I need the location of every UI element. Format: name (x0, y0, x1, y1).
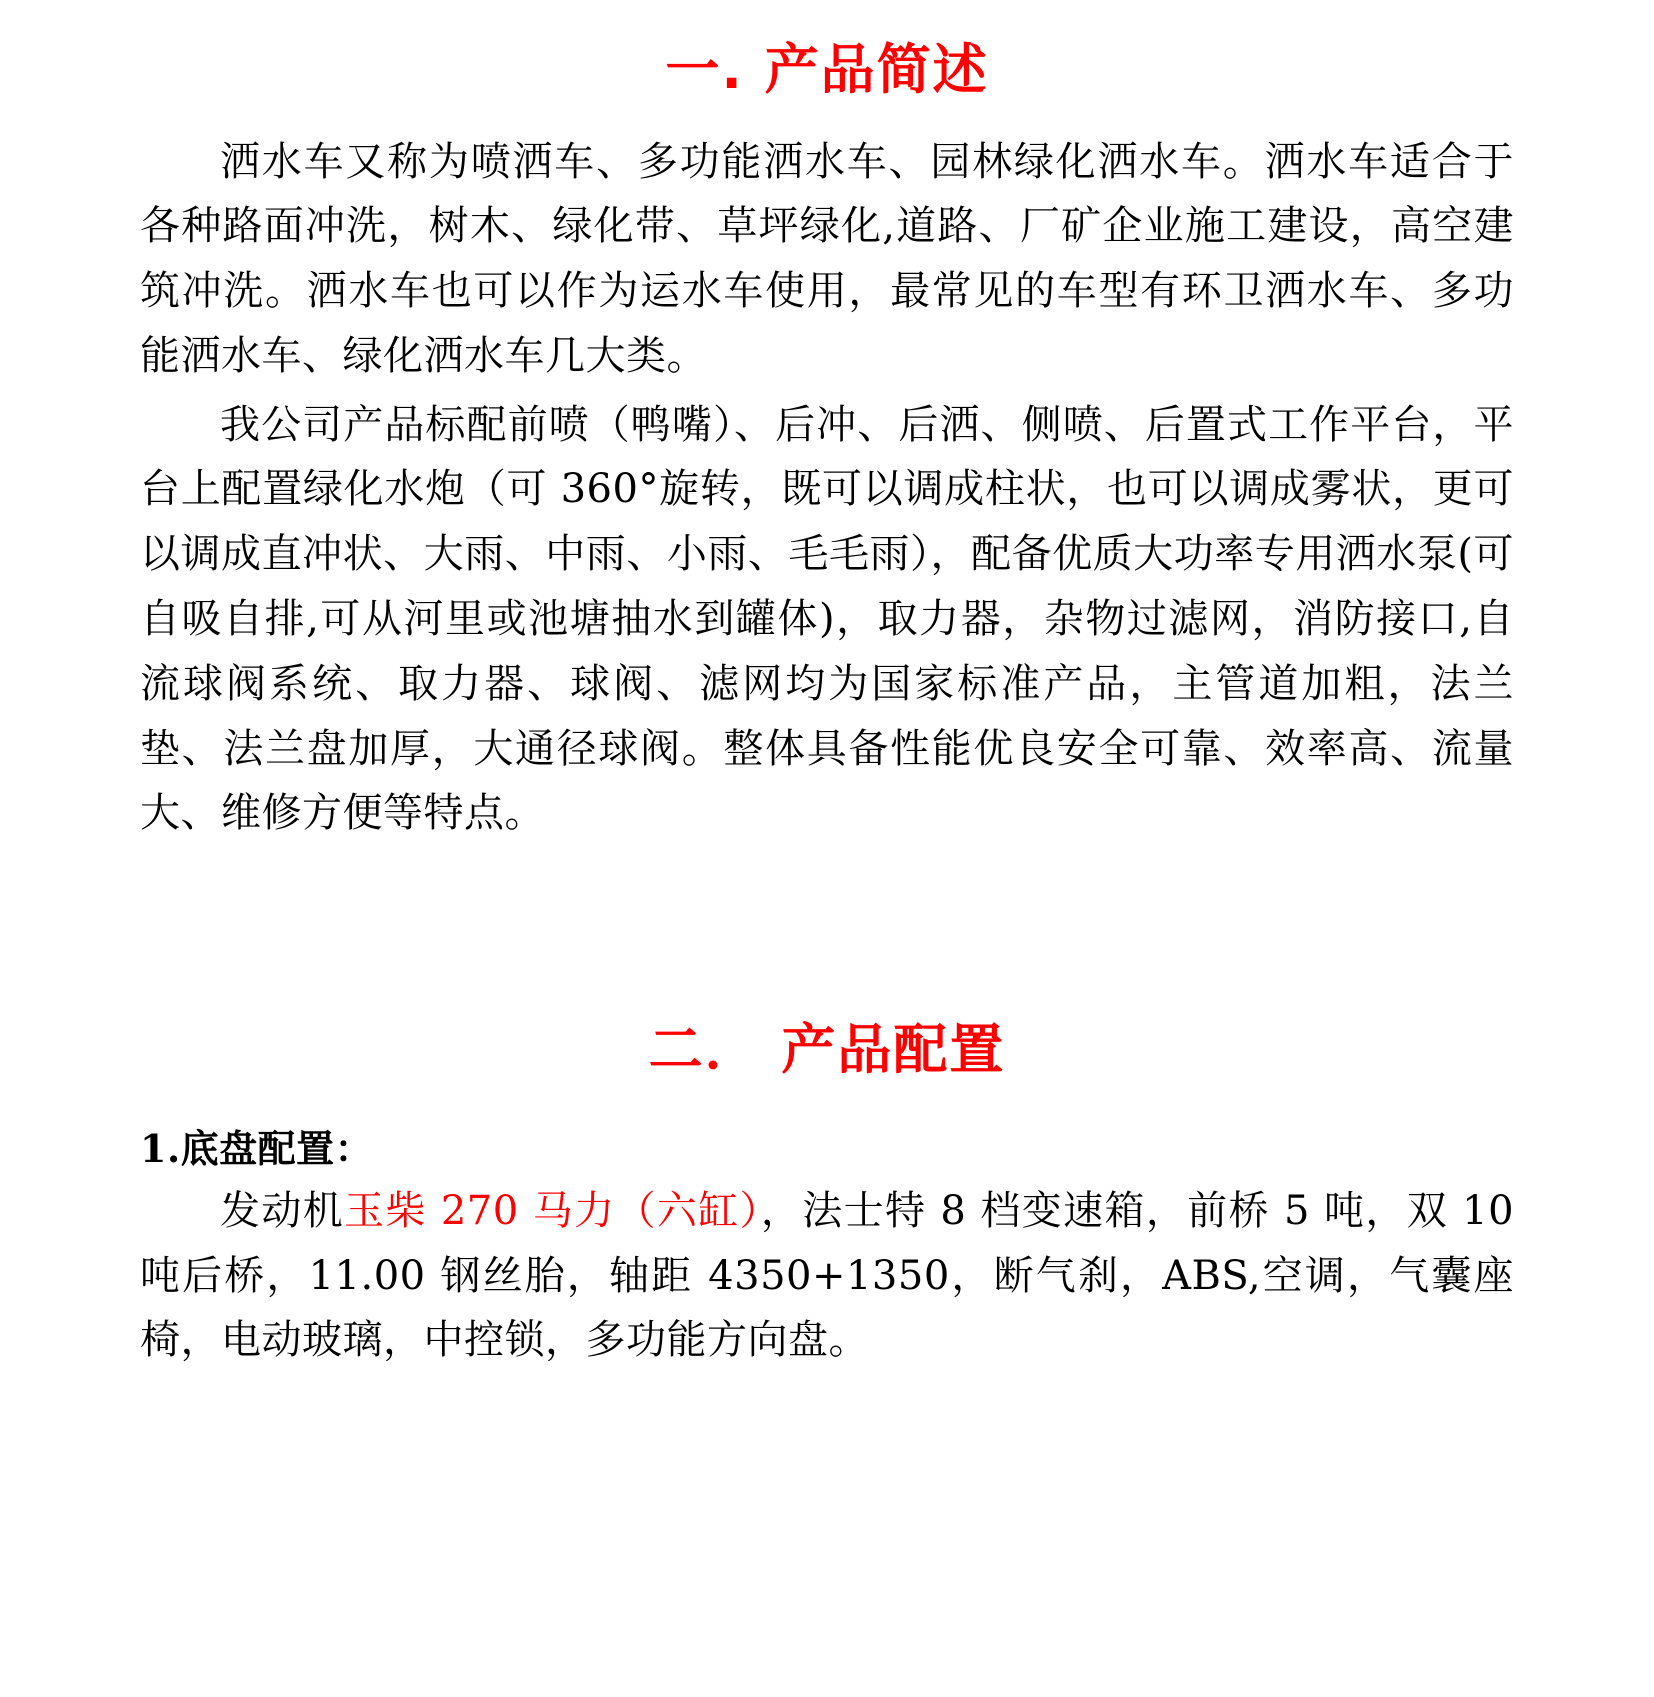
chassis-engine-highlight: 玉柴 270 马力（六缸） (344, 1187, 761, 1234)
sub-heading-chassis-configuration: 1.底盘配置： (140, 1125, 374, 1171)
paragraph-product-overview-2: 我公司产品标配前喷（鸭嘴）、后冲、后洒、侧喷、后置式工作平台，平台上配置绿化水炮（可 360°旋转，既可以调成柱状，也可以调成雾状，更可以调成直冲状、大雨、中雨、小雨、毛毛雨），配备优质大功率专用洒水泵(可自吸自排,可从河里或池塘抽水到罐体)，取力器，杂物过滤网，消防接口,自流球阀系统、取力器、球阀、滤网均为国家标准产品，主管道加粗，法兰垫、法兰盘加厚，大通径球阀。整体具备性能优良安全可靠、效率高、流量大、维修方便等特点。 (140, 401, 1514, 837)
section-heading-product-overview: 一. 产品简述 (665, 38, 989, 101)
section-spacer (140, 850, 1514, 920)
paragraph-chassis-configuration (140, 1179, 1514, 1373)
chassis-text-before: 发动机 (220, 1187, 345, 1234)
paragraph-product-overview-1: 洒水车又称为喷洒车、多功能洒水车、园林绿化洒水车。洒水车适合于各种路面冲洗，树木、绿化带、草坪绿化,道路、厂矿企业施工建设，高空建筑冲洗。洒水车也可以作为运水车使用，最常见的车型有环卫洒水车、多功能洒水车、绿化洒水车几大类。 (140, 138, 1514, 379)
chassis-text-after: ，法士特 8 档变速箱，前桥 5 吨，双 10 吨后桥，11.00 钢丝胎，轴距 4350+1350，断气刹，ABS,空调，气囊座椅，电动玻璃，中控锁，多功能方向盘。 (140, 1187, 1515, 1364)
section-heading-product-configuration: 二． 产品配置 (648, 1018, 1006, 1082)
